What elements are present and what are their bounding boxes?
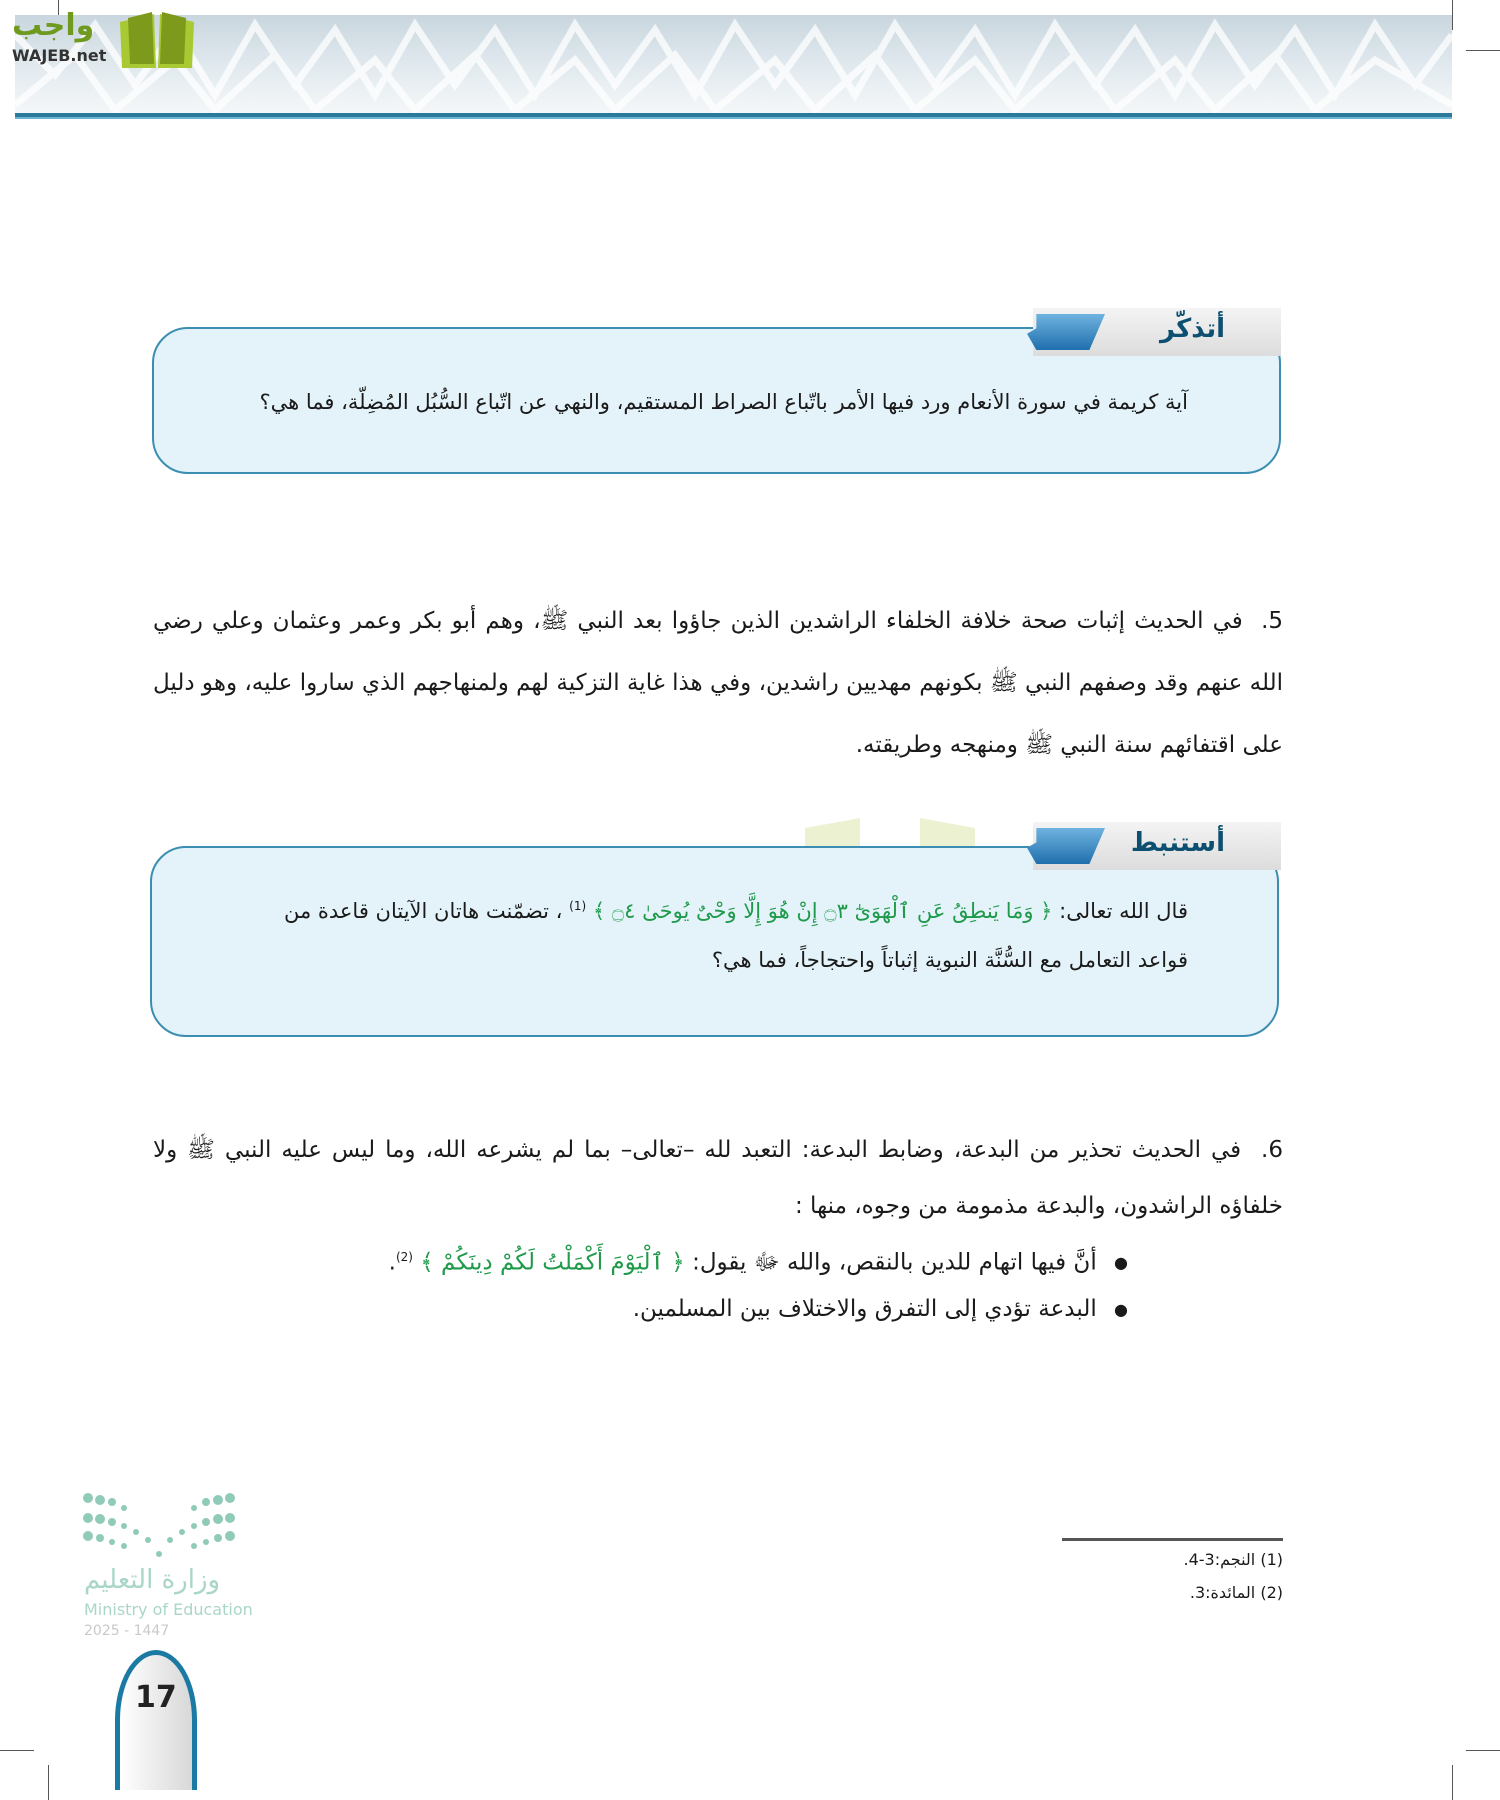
logo-english: WAJEB.net <box>12 46 107 65</box>
deduce-line1-end: ، تضمّنت هاتان الآيتان قاعدة من <box>283 899 563 923</box>
bullet-text: أنَّ فيها اتهام للدين بالنقص، والله ﷻ يقول: <box>684 1249 1097 1276</box>
crop-mark <box>1452 0 1453 30</box>
point-5-text: في الحديث إثبات صحة خلافة الخلفاء الراشدين الذين جاؤوا بعد النبي ﷺ، وهم أبو بكر وعمر وعثمان وعلي رضي الله عنهم وقد وصفهم النبي ﷺ بكونهم مهديين راشدين، وفي هذا غاية التزكية لهم ولمنهاجهم الذي ساروا عليه، وهو دليل على اقتفائهم سنة النبي ﷺ ومنهجه وطريقته. <box>153 608 1283 758</box>
remember-text: آية كريمة في سورة الأنعام ورد فيها الأمر باتّباع الصراط المستقيم، والنهي عن اتّباع السُّبُل المُضِلّة، فما هي؟ <box>259 390 1188 414</box>
deduce-line-1 <box>284 897 1188 926</box>
crop-mark <box>1466 1750 1500 1751</box>
footnote-divider <box>1062 1538 1283 1541</box>
ministry-name-en: Ministry of Education <box>84 1600 253 1619</box>
bullet-item <box>153 1234 1283 1286</box>
point-6-text: في الحديث تحذير من البدعة، وضابط البدعة: التعبد لله –تعالى– بما لم يشرعه الله، وما ليس عليه النبي ﷺ ولا خلفاؤه الراشدون، والبدعة مذمومة من وجوه، منها : <box>153 1137 1283 1219</box>
wajeb-logo[interactable] <box>10 8 190 68</box>
bullet-item <box>153 1286 1283 1333</box>
remember-tab <box>1033 308 1281 356</box>
point-6 <box>153 1122 1283 1333</box>
quran-verse: ﴿ ٱلْيَوْمَ أَكْمَلْتُ لَكُمْ دِينَكُمْ ﴾ <box>420 1249 685 1276</box>
bullet-text: البدعة تؤدي إلى التفرق والاختلاف بين المسلمين. <box>632 1296 1097 1323</box>
page-number: 17 <box>135 1680 177 1715</box>
point-6-number: 6. <box>1261 1137 1283 1163</box>
ministry-name-ar: وزارة التعليم <box>84 1565 221 1595</box>
flag-icon <box>1027 314 1105 350</box>
crop-mark <box>48 1765 49 1800</box>
islamic-pattern <box>15 15 1452 117</box>
deduce-title: أستنبط <box>1130 828 1225 858</box>
footnote-ref[interactable]: (1) <box>569 899 587 913</box>
book-icon <box>118 12 196 70</box>
crop-mark <box>1466 50 1500 51</box>
flag-icon <box>1027 828 1105 864</box>
footnote-2: (2) المائدة:3. <box>1189 1583 1283 1602</box>
academic-year: 2025 - 1447 <box>84 1623 170 1639</box>
crop-mark <box>1452 1765 1453 1800</box>
bullet-end: . <box>388 1249 396 1276</box>
header-rule <box>15 113 1452 119</box>
dots-emblem-icon <box>80 1488 270 1558</box>
deduce-line-2: قواعد التعامل مع السُّنَّة النبوية إثباتاً واحتجاجاً، فما هي؟ <box>711 948 1188 972</box>
deduce-tab <box>1033 822 1281 870</box>
point-5 <box>153 590 1283 776</box>
point-6-paragraph <box>153 1122 1283 1234</box>
quran-verse: ﴿ وَمَا يَنطِقُ عَنِ ٱلْهَوَىٰٓ ۝٣ إِنْ هُوَ إِلَّا وَحْىٌ يُوحَىٰ ۝٤ ﴾ <box>592 899 1053 923</box>
crop-mark <box>0 1750 34 1751</box>
remember-title: أتذكّر <box>1160 314 1225 344</box>
footnote-1: (1) النجم:3-4. <box>1183 1550 1283 1569</box>
logo-arabic: واجب <box>12 8 95 43</box>
header-banner <box>15 15 1452 117</box>
point-5-number: 5. <box>1261 608 1284 634</box>
deduce-intro: قال الله تعالى: <box>1059 899 1188 923</box>
deduce-box <box>150 846 1279 1037</box>
ministry-logo <box>80 1488 270 1648</box>
page-number-arch <box>115 1650 197 1790</box>
footnote-ref[interactable]: (2) <box>395 1250 413 1264</box>
